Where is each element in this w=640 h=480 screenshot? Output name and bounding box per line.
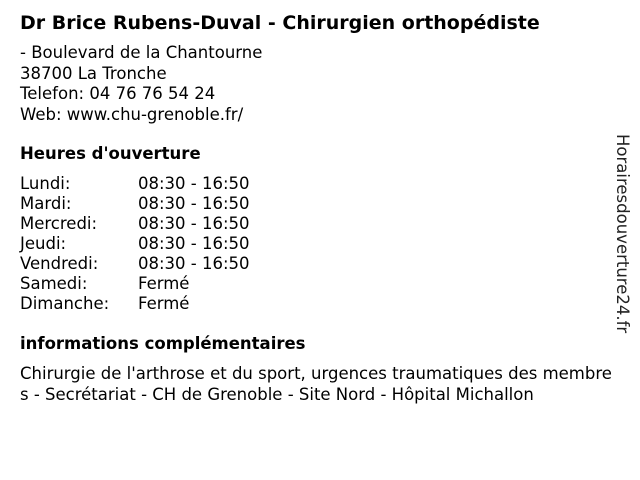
day-hours: 08:30 - 16:50 bbox=[138, 254, 250, 273]
day-label: Jeudi: bbox=[20, 234, 67, 253]
day-label: Mardi: bbox=[20, 194, 72, 213]
street-address: - Boulevard de la Chantourne bbox=[20, 43, 263, 62]
day-hours: 08:30 - 16:50 bbox=[138, 174, 250, 193]
address-block bbox=[20, 43, 262, 125]
info-text: Chirurgie de l'arthrose et du sport, urgences traumatiques des membres - Secrétariat - CH de Grenoble - Site Nord - Hôpital Michallon bbox=[20, 364, 612, 404]
website: Web: www.chu-grenoble.fr/ bbox=[20, 104, 244, 124]
day-hours: 08:30 - 16:50 bbox=[138, 214, 250, 233]
page-title: Dr Brice Rubens-Duval - Chirurgien orthopédiste bbox=[20, 12, 540, 34]
city-address: 38700 La Tronche bbox=[20, 63, 167, 83]
day-hours: 08:30 - 16:50 bbox=[138, 194, 250, 213]
day-hours: Fermé bbox=[138, 294, 190, 313]
phone-number: Telefon: 04 76 76 54 24 bbox=[20, 84, 216, 103]
day-label: Lundi: bbox=[20, 174, 71, 193]
day-label: Samedi: bbox=[20, 274, 88, 293]
day-label: Mercredi: bbox=[20, 214, 98, 233]
info-heading: informations complémentaires bbox=[20, 334, 306, 353]
day-label: Vendredi: bbox=[20, 254, 99, 273]
hours-heading: Heures d'ouverture bbox=[20, 144, 201, 163]
day-label: Dimanche: bbox=[20, 294, 110, 313]
day-hours: Fermé bbox=[138, 274, 190, 293]
site-watermark: Horairesdouverture24.fr bbox=[613, 134, 632, 334]
day-hours: 08:30 - 16:50 bbox=[138, 234, 250, 253]
